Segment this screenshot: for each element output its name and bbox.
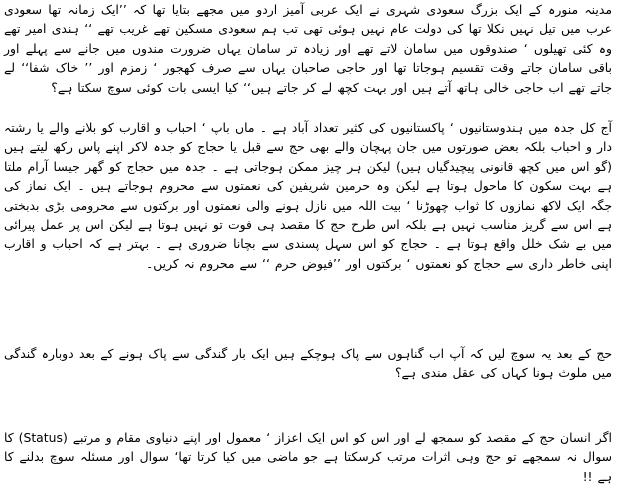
paragraph-2: آج کل جدہ میں ہندوستانیوں ‘ پاکستانیوں کی کثیر تعداد آباد ہے ۔ ماں باپ ‘ احباب و اقارب کو بلانے والے یا رشتہ دار و احباب بلکہ بعض صورتوں میں جان پہچان والے بھی حج سے قبل یا حجاج کو جدہ لاکر اپنے پاس رکھ لیتے ہیں (گو اس میں کچھ قانونی پیچیدگیاں ہیں) لیکن ہر چیز ممکن ہوجاتی ہے ۔ جدہ میں حجاج کو گھر جیسا آرام ملتا ہے بہت سکون کا ماحول ہوتا ہے لیکن وہ حرمین شریفین کی نعمتوں سے محروم ہوجاتے ہیں ۔ ایک نماز کی جگہ ایک لاکھ نمازوں کا ثواب چھوڑنا ‘ بیت اللہ میں نازل ہونے والی نعمتوں اور برکتوں سے محرومی بڑی بدبختی ہے اس سے گریز مناسب نہیں ہے بلکہ اس طرح حج کا مقصد ہی فوت تو نہیں ہوتا ہے لیکن اس پر عمل پیرائی میں بے شک خلل واقع ہوتا ہے ۔ حجاج کو اس سہل پسندی سے بچانا ضروری ہے ۔ بہتر ہے کہ احباب و اقارب اپنی خاطر داری سے حجاج کو نعمتوں ‘ برکتوں اور ’’فیوض حرم ‘‘ سے محروم نہ کریں۔ (4, 120, 612, 271)
paragraph-4: اگر انسان حج کے مقصد کو سمجھ لے اور اس کو اس ایک اعزاز ‘ معمول اور اپنے دنیاوی مقام و مرتبے (Status) کا سوال نہ سمجھے تو حج وہی اثرات مرتب کرسکتا ہے جو ماضی میں کیا کرتا تھا‘ سوال اور مسئلہ سوچ بدلنے کا ہے !! (4, 430, 612, 484)
document-page (4, 0, 612, 491)
paragraph-3: حج کے بعد یہ سوچ لیں کہ آپ اب گناہوں سے پاک ہوچکے ہیں ایک بار گندگی سے پاک ہونے کے بعد دوبارہ گندگی میں ملوث ہونا کہاں کی عقل مندی ہے؟ (4, 346, 612, 381)
paragraph-1: مدینہ منورہ کے ایک بزرگ سعودی شہری نے ایک عربی آمیز اردو میں مجھے بتایا تھا کہ ’’ایک زمانہ تھا سعودی عرب میں تیل نہیں نکلا تھا کی دولت عام نہیں ہوئی تھی تب ہم سعودی مسکین تھے غریب تھے ‘‘ ہندی امیر تھے وہ کئی تھیلوں ‘ صندوقوں میں سامان لاتے تھے اور زیادہ تر سامان یہاں ضرورت مندوں میں جانے سے پہلے اور باقی سامان جاتے وقت تقسیم ہوجاتا تھا اور حاجی صاحبان یہاں سے صرف کھجور ‘ زمزم اور ’’ خاک شفا‘‘ لے جاتے تھے اب حاجی خالی ہاتھ آتے ہیں اور بہت کچھ لے کر جاتے ہیں‘‘ کیا ایسی بات کوئی سوچ سکتا ہے؟ (4, 2, 612, 95)
